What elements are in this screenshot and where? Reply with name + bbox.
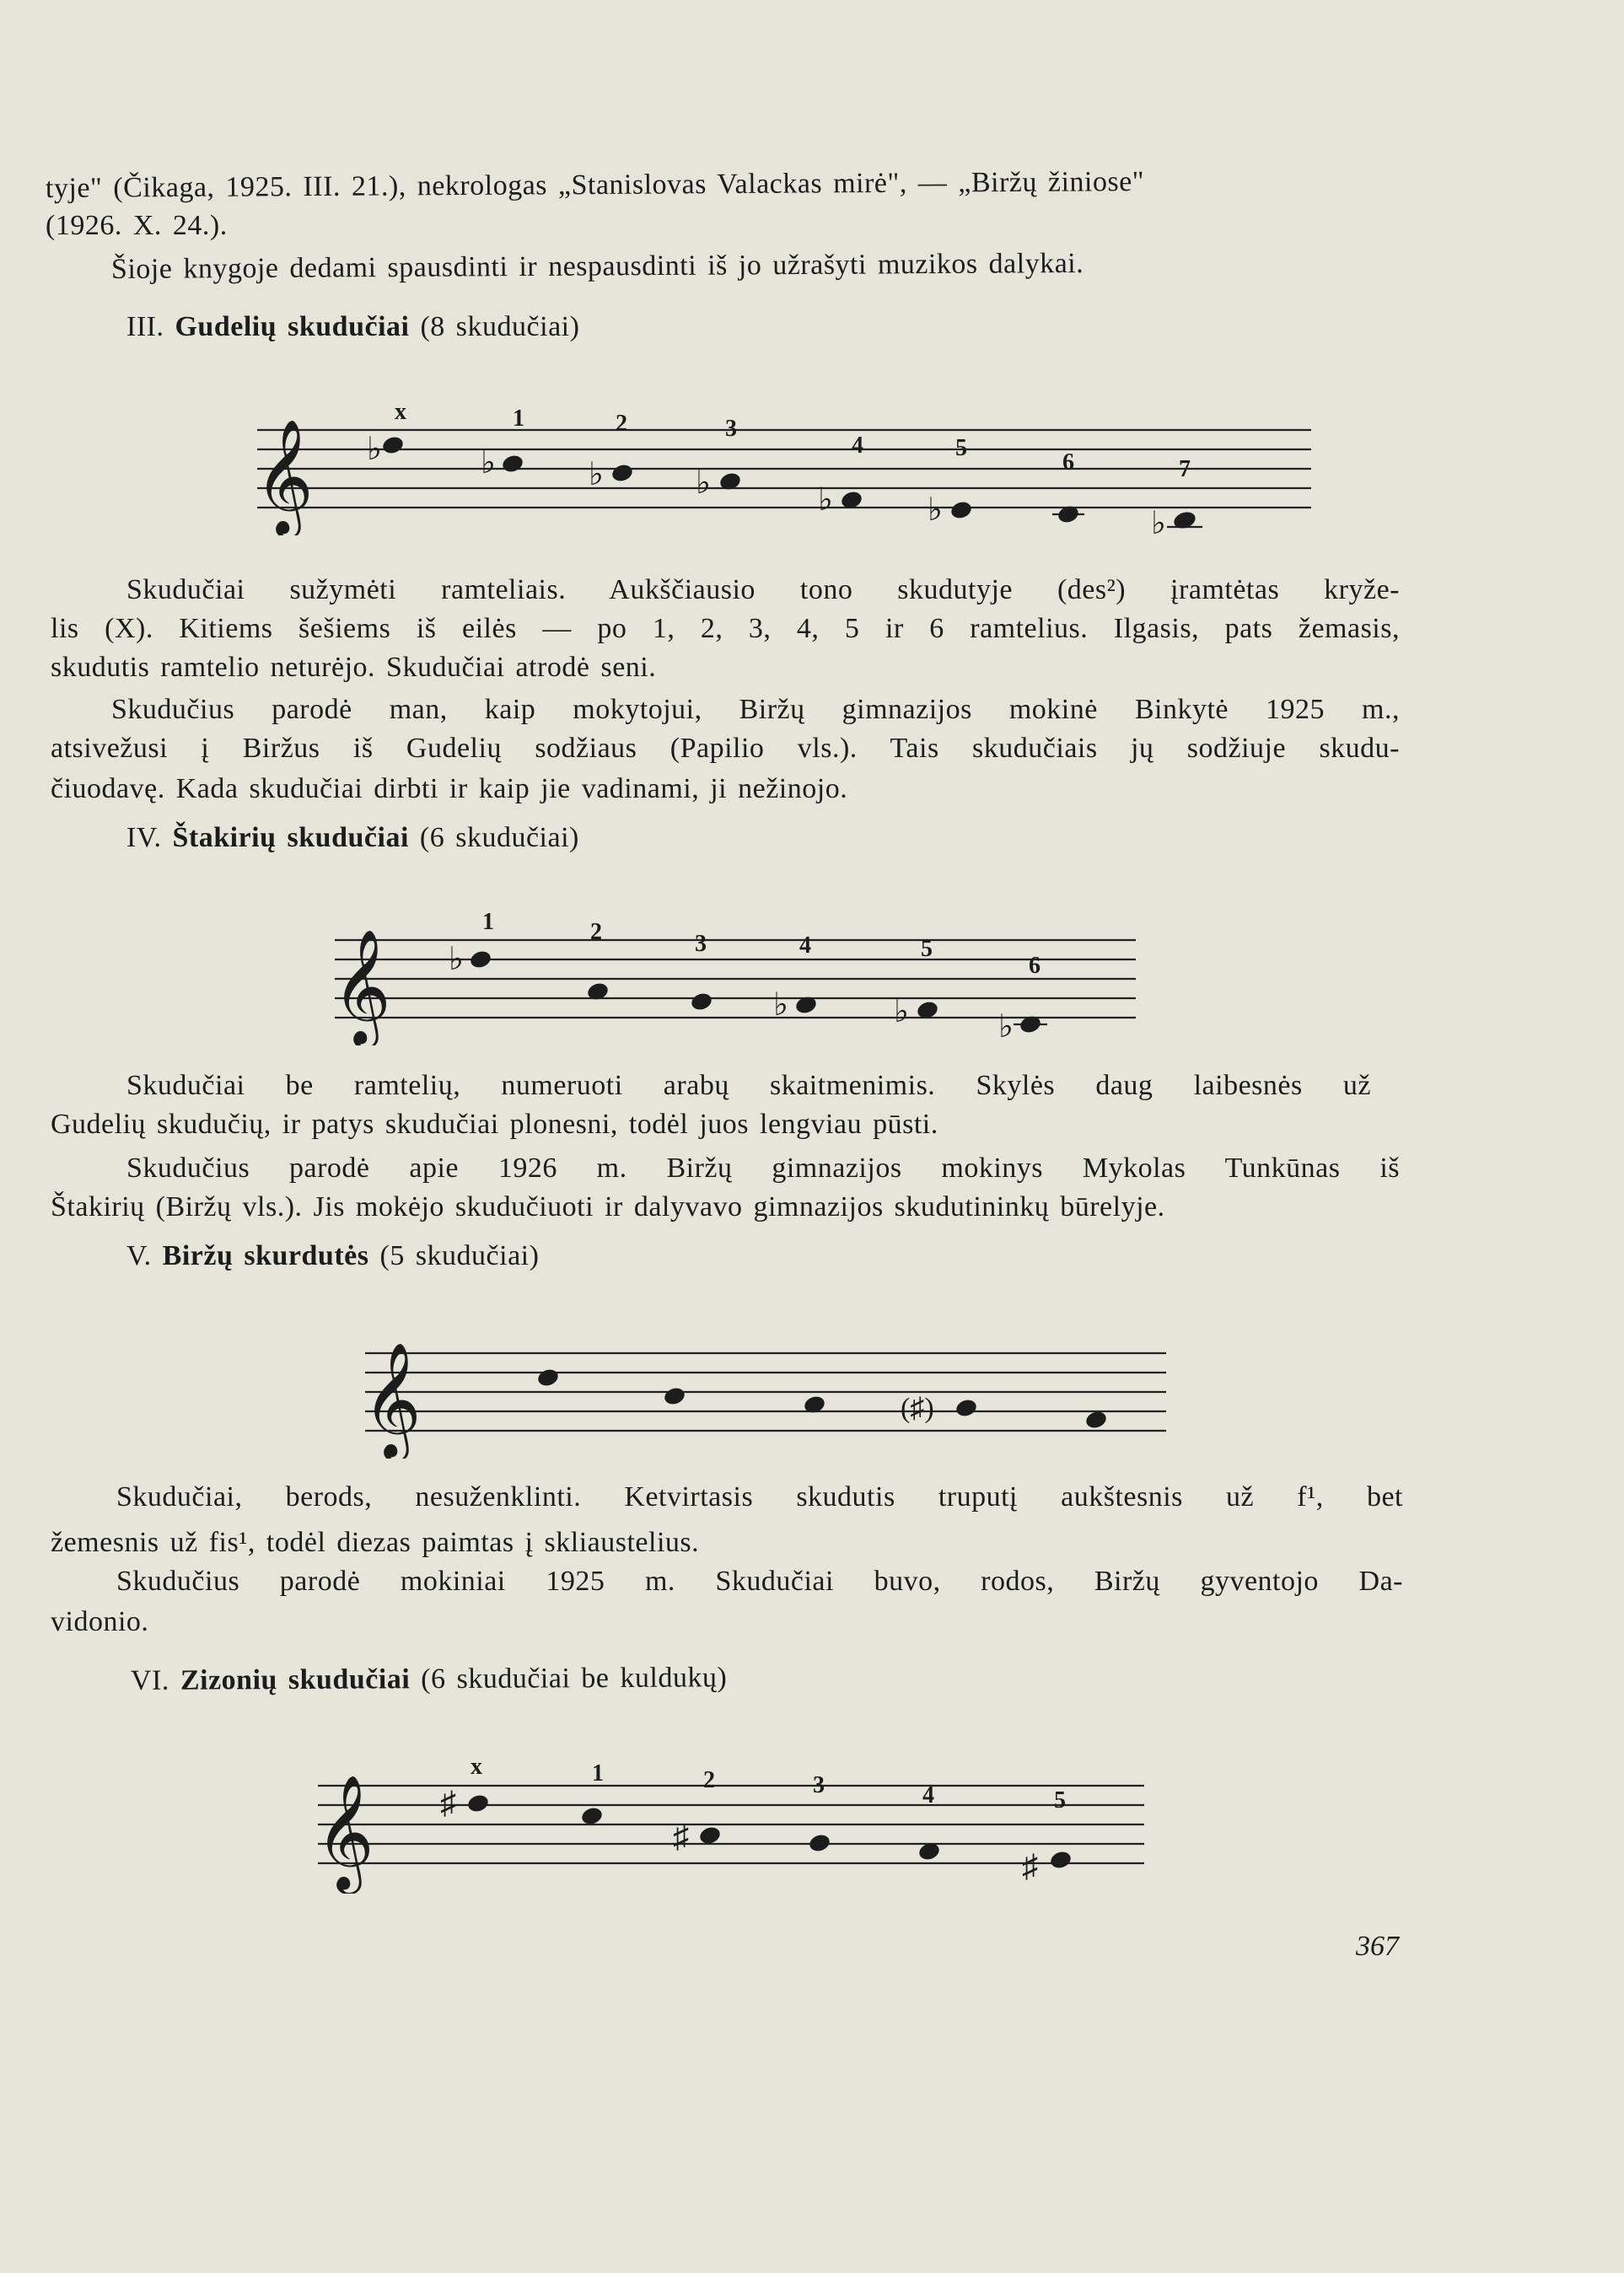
section-heading-iv [126, 818, 579, 858]
flat-icon: ♭ [696, 465, 711, 501]
note-head [955, 1397, 979, 1418]
paragraph-line: žemesnis už fis¹, todėl diezas paimtas į skliaustelius. [51, 1527, 700, 1558]
music-staff-iv [331, 902, 1140, 1045]
skudutis-label: x [395, 399, 406, 425]
skudutis-label: 4 [852, 433, 863, 459]
intro-line-1: tyje" (Čikaga, 1925. III. 21.), nekrologas „Stanislovas Valackas mirė", — „Biržų žiniose" [45, 166, 1145, 204]
skudutis-label: 2 [616, 411, 627, 437]
flat-icon: ♭ [449, 942, 464, 977]
section-title: Gudelių skudučiai [175, 311, 410, 342]
flat-icon: ♭ [367, 432, 382, 467]
flat-icon: ♭ [1151, 506, 1166, 535]
paragraph-line: Skudučiai, berods, nesuženklinti. Ketvirtasis skudutis truputį aukštesnis už f¹, bet [116, 1481, 1403, 1513]
flat-icon: ♭ [928, 492, 943, 528]
treble-clef-icon: 𝄞 [255, 422, 314, 532]
section-title: Štakirių skudučiai [172, 822, 409, 853]
note-head [949, 499, 974, 520]
intro-line-2: (1926. X. 24.). [46, 210, 228, 241]
skudutis-label: 6 [1029, 953, 1041, 979]
sharp-icon: ♯ [1022, 1849, 1038, 1884]
intro-line-3: Šioje knygoje dedami spausdinti ir nespausdinti iš jo užrašyti muzikos dalykai. [110, 247, 1084, 285]
section-number: VI. [130, 1664, 169, 1696]
section-title: Biržų skurdutės [162, 1240, 369, 1271]
skudutis-label: 3 [725, 416, 737, 442]
note-head [1084, 1409, 1109, 1430]
paragraph-line: atsivežusi į Biržus iš Gudelių sodžiaus (Papilio vls.). Tais skudučiais jų sodžiuje skudu- [51, 733, 1400, 764]
note-head [698, 1824, 723, 1846]
music-staff-v [361, 1315, 1170, 1459]
skudutis-label: 5 [1054, 1787, 1066, 1814]
music-staff-vi [314, 1750, 1148, 1894]
skudutis-label: 3 [695, 931, 707, 957]
section-number: V. [126, 1240, 152, 1271]
note-head [466, 1792, 491, 1814]
skudutis-label: 6 [1062, 449, 1074, 476]
note-head [1049, 1849, 1073, 1870]
note-head [381, 434, 406, 455]
section-heading-vi [131, 1658, 727, 1701]
treble-clef-icon: 𝄞 [363, 1345, 422, 1455]
note-head [501, 453, 525, 474]
paragraph-line: skudutis ramtelio neturėjo. Skudučiai atrodė seni. [51, 652, 657, 683]
paragraph-line: Skudučius parodė apie 1926 m. Biržų gimnazijos mokinys Mykolas Tunkūnas iš [126, 1153, 1400, 1184]
skudutis-label: 1 [592, 1760, 604, 1787]
sharp-icon: ♯ [440, 1786, 456, 1821]
paragraph-line: Skudučiai sužymėti ramteliais. Aukščiausio tono skudutyje (des²) įramtėtas kryže- [126, 574, 1400, 605]
skudutis-label: 4 [922, 1782, 934, 1808]
section-count: (6 skudučiai) [419, 822, 579, 853]
note-head [808, 1832, 832, 1853]
section-title: Zizonių skudučiai [180, 1663, 411, 1696]
flat-icon: ♭ [998, 1009, 1014, 1045]
section-count: (6 skudučiai be kuldukų) [421, 1662, 728, 1695]
paragraph-line: Skudučius parodė man, kaip mokytojui, Biržų gimnazijos mokinė Binkytė 1925 m., [111, 694, 1400, 725]
page-number: 367 [1356, 1931, 1399, 1962]
note-head [536, 1367, 561, 1388]
flat-icon: ♭ [818, 482, 833, 518]
paragraph-line: Gudelių skudučių, ir patys skudučiai plonesni, todėl juos lengviau pūsti. [51, 1109, 938, 1140]
treble-clef-icon: 𝄞 [315, 1777, 374, 1888]
flat-icon: ♭ [773, 987, 788, 1023]
paragraph-line: Štakirių (Biržų vls.). Jis mokėjo skudučiuoti ir dalyvavo gimnazijos skudutininkų būrelyje. [51, 1191, 1165, 1222]
paragraph-line: Skudučiai be ramtelių, numeruoti arabų skaitmenimis. Skylės daug laibesnės už [126, 1070, 1371, 1101]
flat-icon: ♭ [894, 994, 909, 1029]
note-head [663, 1385, 687, 1406]
skudutis-label: 5 [955, 435, 967, 461]
note-head [690, 991, 714, 1012]
paragraph-line: lis (X). Kitiems šešiems iš eilės — po 1, 2, 3, 4, 5 ir 6 ramtelius. Ilgasis, pats žemasis, [51, 613, 1400, 644]
skudutis-label: 7 [1179, 456, 1191, 482]
note-head [610, 462, 635, 483]
section-count: (5 skudučiai) [379, 1240, 540, 1271]
paragraph-line: čiuodavę. Kada skudučiai dirbti ir kaip jie vadinami, ji nežinojo. [51, 773, 848, 804]
skudutis-label: x [471, 1754, 482, 1780]
skudutis-label: 2 [590, 919, 602, 945]
paragraph-line: vidonio. [51, 1606, 149, 1637]
skudutis-label: 5 [921, 936, 933, 962]
paragraph-line: Skudučius parodė mokiniai 1925 m. Skudučiai buvo, rodos, Biržų gyventojo Da- [116, 1566, 1403, 1597]
note-head [469, 948, 493, 970]
treble-clef-icon: 𝄞 [332, 932, 391, 1042]
skudutis-label: 1 [482, 909, 494, 935]
skudutis-label: 2 [703, 1767, 715, 1793]
section-heading-v [126, 1236, 539, 1276]
note-head [580, 1805, 605, 1826]
music-staff-iii [253, 392, 1315, 535]
sharp-icon: ♯ [673, 1819, 689, 1855]
section-number: IV. [126, 822, 162, 853]
skudutis-label: 4 [799, 932, 811, 959]
skudutis-label: 3 [813, 1772, 825, 1798]
section-count: (8 skudučiai) [420, 311, 580, 342]
skudutis-label: 1 [513, 406, 524, 432]
flat-icon: ♭ [481, 445, 496, 481]
section-number: III. [126, 311, 164, 342]
section-heading-iii [126, 307, 579, 347]
flat-icon: ♭ [589, 457, 604, 492]
bracketed-sharp-icon: (♯) [901, 1393, 934, 1424]
